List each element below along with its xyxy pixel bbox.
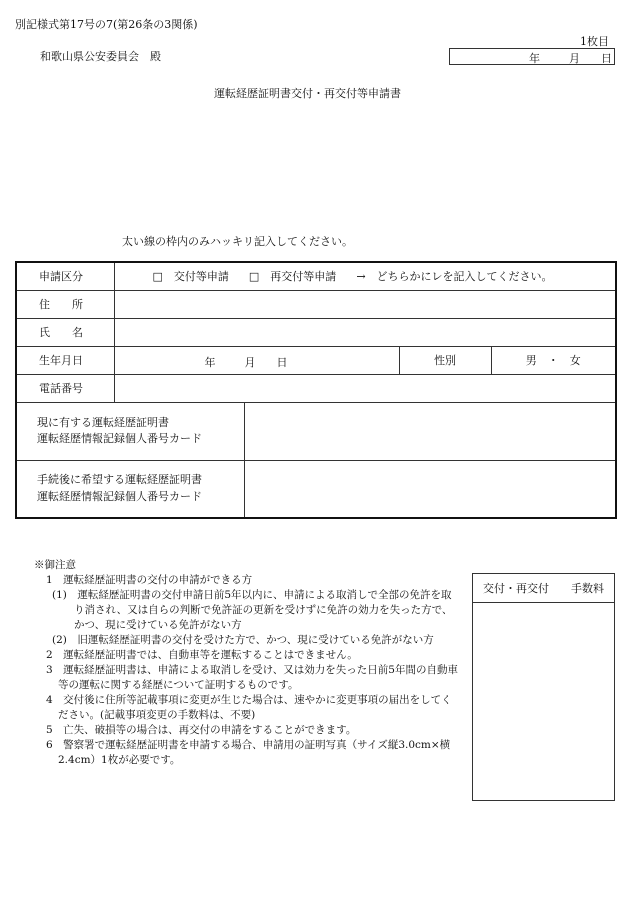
phone-label: 電話番号 xyxy=(16,374,114,402)
sex-label: 性別 xyxy=(399,346,491,374)
application-type-label: 申請区分 xyxy=(16,262,114,290)
birthdate-label: 生年月日 xyxy=(16,346,114,374)
name-label: 氏 名 xyxy=(16,318,114,346)
note-1: 1 運転経歴証明書の交付の申請ができる方 xyxy=(46,574,253,586)
fee-stamp-area[interactable] xyxy=(473,603,614,801)
date-field[interactable] xyxy=(449,48,615,65)
application-type-options xyxy=(114,262,616,290)
note-6: 6 警察署で運転経歴証明書を申請する場合、申請用の証明写真（サイズ縦3.0cm×横2.4cm）1枚が必要です。 xyxy=(46,739,451,766)
form-number: 別記様式第17号の7(第26条の3関係) xyxy=(15,18,198,31)
date-day-label: 日 xyxy=(601,52,612,65)
current-doc-field[interactable] xyxy=(244,402,616,460)
desired-doc-field[interactable] xyxy=(244,460,616,518)
fee-box-header: 交付・再交付 手数料 xyxy=(473,574,614,603)
note-3: 3 運転経歴証明書は、申請による取消しを受け、又は効力を失った日前5年間の自動車等の運転に関する経歴について証明するものです。 xyxy=(46,664,458,691)
sex-options[interactable]: 男 ・ 女 xyxy=(491,346,616,374)
desired-doc-line1: 手続後に希望する運転経歴証明書 xyxy=(37,473,202,487)
birth-year-label: 年 xyxy=(204,355,216,369)
issue-checkbox[interactable]: □ 交付等申請 xyxy=(152,270,229,284)
desired-doc-label xyxy=(16,460,244,518)
addressee: 和歌山県公安委員会 殿 xyxy=(40,50,161,63)
note-5: 5 亡失、破損等の場合は、再交付の申請をすることができます。 xyxy=(46,724,357,736)
note-2: 2 運転経歴証明書では、自動車等を運転することはできません。 xyxy=(46,649,358,661)
current-doc-label xyxy=(16,402,244,460)
checkbox-hint: → どちらかにレを記入してください。 xyxy=(356,270,553,284)
current-doc-line2: 運転経歴情報記録個人番号カード xyxy=(37,432,202,445)
desired-doc-line2: 運転経歴情報記録個人番号カード xyxy=(37,489,202,503)
fee-box xyxy=(472,573,615,801)
phone-field[interactable] xyxy=(114,374,616,402)
date-year-label: 年 xyxy=(529,52,540,65)
page-count: 1枚目 xyxy=(580,35,609,48)
note-4: 4 交付後に住所等記載事項に変更が生じた場合は、速やかに変更事項の届出をしてください。(記載事項変更の手数料は、不要) xyxy=(46,694,452,721)
name-field[interactable] xyxy=(114,318,616,346)
reissue-checkbox[interactable]: □ 再交付等申請 xyxy=(248,270,337,284)
notes-section xyxy=(34,558,459,768)
note-1-1: (1) 運転経歴証明書の交付申請日前5年以内に、申請による取消しで全部の免許を取り消され、又は自らの判断で免許証の更新を受けずに免許の効力を失った方で、かつ、現に受けている免許がない方 xyxy=(52,589,453,631)
notes-heading: ※御注意 xyxy=(34,559,76,571)
birth-day-label: 日 xyxy=(276,355,288,369)
instruction-text: 太い線の枠内のみハッキリ記入してください。 xyxy=(122,235,353,248)
application-form xyxy=(15,261,617,519)
current-doc-line1: 現に有する運転経歴証明書 xyxy=(37,415,169,429)
note-1-2: (2) 旧運転経歴証明書の交付を受けた方で、かつ、現に受けている免許がない方 xyxy=(52,634,434,646)
birthdate-field[interactable] xyxy=(114,346,399,374)
address-field[interactable] xyxy=(114,290,616,318)
page-title: 運転経歴証明書交付・再交付等申請書 xyxy=(214,87,401,100)
birth-month-label: 月 xyxy=(244,355,256,369)
date-month-label: 月 xyxy=(569,52,580,65)
address-label: 住 所 xyxy=(16,290,114,318)
